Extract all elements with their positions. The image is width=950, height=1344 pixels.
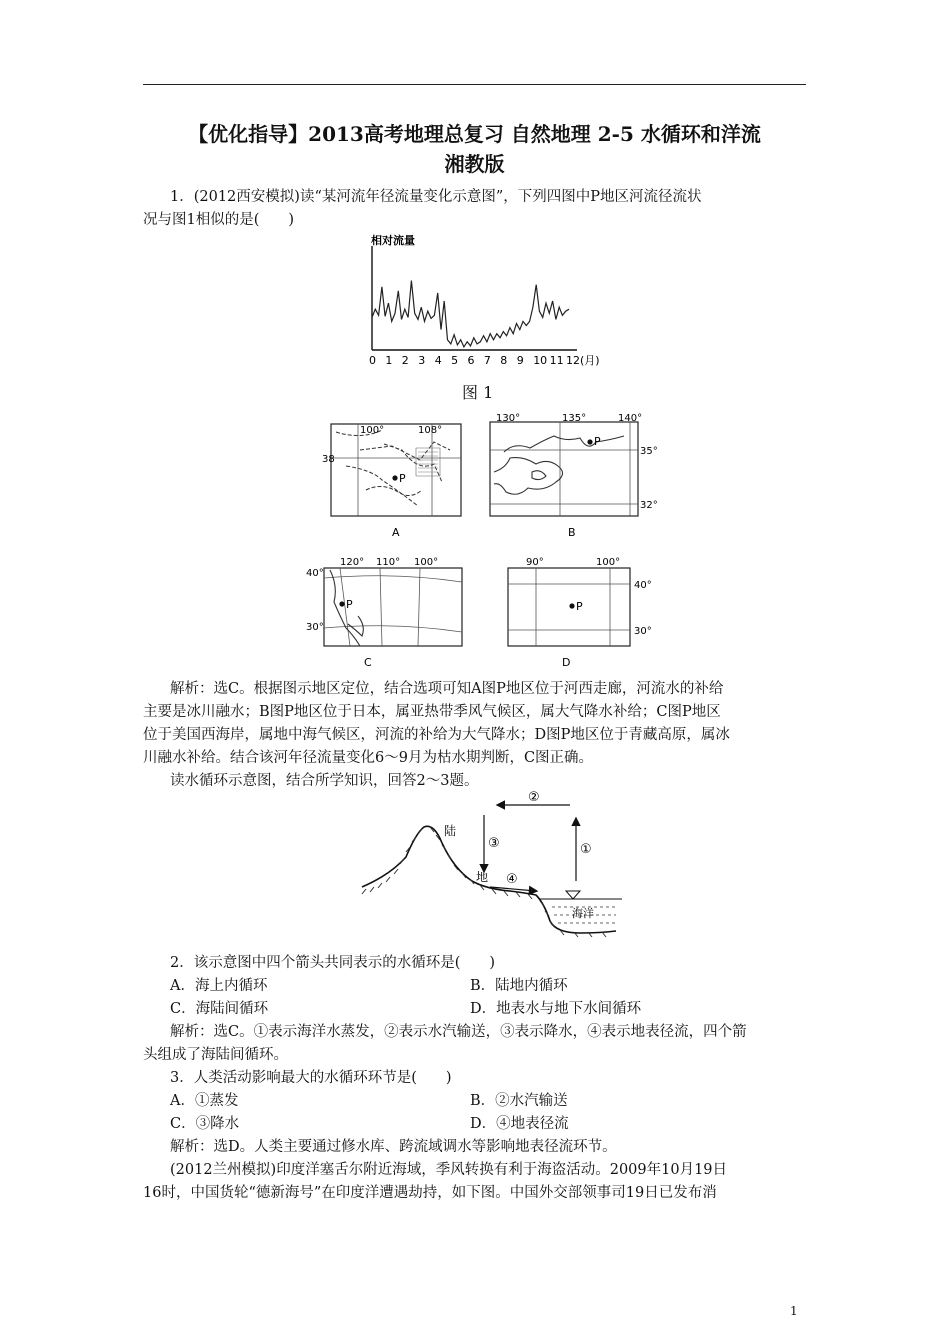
q2-option-a: A．海上内循环 [170,978,268,994]
a1-line3: 位于美国西海岸，属地中海气候区，河流的补给为大气降水；D图P地区位于青藏高原，属冰 [143,727,730,743]
map-d-point [569,603,574,608]
map-b-lon3-label: 140° [618,413,643,424]
x-tick-label-3: 3 [418,354,426,367]
map-c-lon-line3 [418,568,420,646]
q2-option-b: B．陆地内循环 [470,978,568,994]
arrow-2-label: ② [528,790,540,805]
map-a [322,420,467,540]
q1-stem-line2: 况与图1相似的是( ) [143,212,295,228]
map-a-lat-label: 38 [322,454,335,465]
land-label-1: 陆 [444,824,457,838]
q2-stem: 2．该示意图中四个箭头共同表示的水循环是( ) [170,955,496,971]
x-tick-label-10: 10 [533,354,548,367]
map-b [484,412,674,542]
map-d [500,556,660,674]
intro-q2-q3: 读水循环示意图，结合所学知识，回答2～3题。 [170,773,479,789]
chart-ylabel: 相对流量 [371,234,415,247]
map-b-lon1-label: 130° [496,413,521,424]
map-c-lat-line2 [324,626,462,632]
q2-answer-line2: 头组成了海陆间循环。 [143,1047,288,1063]
arrow-4-label: ④ [506,872,518,887]
runoff-chart [355,228,600,380]
map-c-lat-line1 [324,576,462,582]
map-a-lon2-label: 108° [418,425,443,436]
map-a-hatch [418,452,438,472]
map-c-lat2-label: 30° [306,622,324,633]
map-b-caption: B [568,526,576,539]
map-a-caption: A [392,526,400,539]
map-c [304,556,474,674]
top-rule [143,84,806,85]
a1-line4: 川融水补给。结合该河年径流量变化6～9月为枯水期判断，C图正确。 [143,750,594,766]
q1-stem-line1: 1．(2012西安模拟)读“某河流年径流量变化示意图”，下列四图中P地区河流径流状 [170,189,702,205]
runoff-series-line [372,281,569,347]
map-c-point [339,601,344,606]
map-b-point [587,439,592,444]
page-number: 1 [790,1304,798,1318]
q2-answer-line1: 解析：选C。①表示海洋水蒸发，②表示水汽输送，③表示降水，④表示地表径流，四个箭 [170,1024,747,1040]
map-a-point [392,475,397,480]
fig1-caption: 图 1 [462,383,494,402]
x-tick-label-1: 1 [385,354,393,367]
map-d-frame [508,568,630,646]
map-d-point-label: P [576,600,583,613]
x-tick-label-4: 4 [434,354,442,367]
map-b-lat1-label: 35° [640,446,658,457]
q4-stem-line2: 16时，中国货轮“德新海号”在印度洋遭遇劫持，如下图。中国外交部领事司19日已发布消 [143,1185,717,1201]
x-tick-label-5: 5 [451,354,459,367]
map-d-lat1-label: 40° [634,580,652,591]
arrow-1-label: ① [580,842,592,857]
a1-line1: 解析：选C。根据图示地区定位，结合选项可知A图P地区位于河西走廊，河流水的补给 [170,681,724,697]
x-tick-label-9: 9 [516,354,524,367]
q2-option-d: D．地表水与地下水间循环 [470,1001,642,1017]
x-tick-label-8: 8 [500,354,508,367]
map-c-lon1-label: 120° [340,557,365,568]
map-b-point-label: P [594,435,601,448]
arrow-3-label: ③ [488,836,500,851]
sea-level-marker [566,891,580,899]
map-a-point-label: P [399,472,406,485]
q3-option-a: A．①蒸发 [170,1093,239,1109]
map-b-lat2-label: 32° [640,500,658,511]
doc-title-line2: 湘教版 [444,152,505,176]
map-a-frame [331,424,461,516]
q3-option-c: C．③降水 [170,1116,240,1132]
land-label-2: 地 [476,870,489,884]
q3-option-b: B．②水汽输送 [470,1093,568,1109]
x-tick-label-2: 2 [401,354,409,367]
map-c-lat1-label: 40° [306,568,324,579]
map-d-lat2-label: 30° [634,626,652,637]
sea-label: 海洋 [572,907,594,920]
map-c-lon3-label: 100° [414,557,439,568]
map-b-coastline [494,436,624,494]
map-c-caption: C [364,656,372,669]
doc-title-line1: 【优化指导】2013高考地理总复习 自然地理 2-5 水循环和洋流 [188,122,761,146]
map-c-lon2-label: 110° [376,557,401,568]
a1-line2: 主要是冰川融水；B图P地区位于日本，属亚热带季风气候区，属大气降水补给；C图P地区 [143,704,721,720]
q3-answer: 解析：选D。人类主要通过修水库、跨流域调水等影响地表径流环节。 [170,1139,617,1155]
q3-stem: 3．人类活动影响最大的水循环环节是( ) [170,1070,452,1086]
map-c-lon-line2 [380,568,382,646]
map-d-lon2-label: 100° [596,557,621,568]
x-tick-label-0: 0 [369,354,376,367]
x-tick-label-6: 6 [467,354,475,367]
map-b-lon2-label: 135° [562,413,587,424]
x-tick-label-12: 12(月) [566,354,600,367]
water-cycle-diagram [360,790,630,945]
q4-stem-line1: (2012兰州模拟)印度洋塞舌尔附近海域，季风转换有利于海盗活动。2009年10月19日 [170,1162,728,1178]
map-d-lon1-label: 90° [526,557,544,568]
q2-option-c: C．海陆间循环 [170,1001,269,1017]
map-a-lon1-label: 100° [360,425,385,436]
q3-option-d: D．④地表径流 [470,1116,569,1132]
map-c-point-label: P [346,598,353,611]
x-tick-label-7: 7 [483,354,491,367]
map-b-frame [490,422,638,516]
map-d-caption: D [562,656,571,669]
x-tick-label-11: 11 [549,354,564,367]
x-tick-labels [369,354,600,367]
